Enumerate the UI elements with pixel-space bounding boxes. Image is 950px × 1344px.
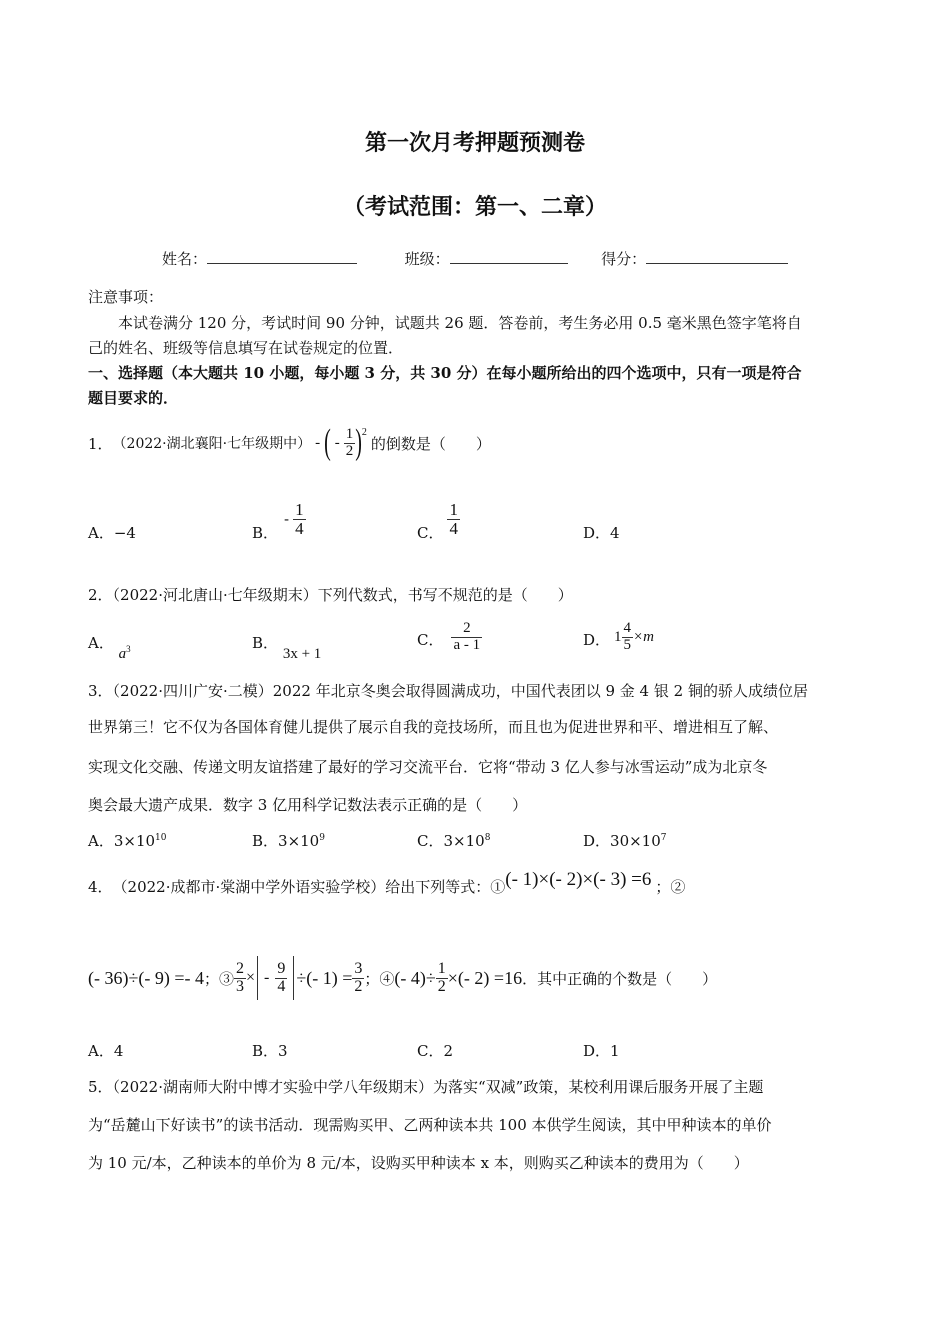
equation-3: $\frac{2}{3}$ × - $\frac{9}{4}$ ÷(- 1) = $\frac{3}{2}$ xyxy=(234,956,364,1000)
option-value: −4 xyxy=(113,524,136,542)
option-label: A． xyxy=(88,832,114,850)
option-label: B． xyxy=(252,1042,279,1060)
question-number: 2． xyxy=(88,586,113,604)
left-paren: ( xyxy=(324,422,331,462)
score-field[interactable] xyxy=(646,249,788,264)
option-value: 3x + 1 xyxy=(282,646,322,662)
option-fraction xyxy=(451,621,482,654)
question-4-line-1: 4． （2022·成都市·棠湖中学外语实验学校）给出下列等式：① (- 1)×(- 2)×(- 3) =6 ；② xyxy=(88,869,686,896)
question-5-line-1: 5．（2022·湖南师大附中博才实验中学八年级期末）为落实“双减”政策，某校利用课后服务开展了主题 xyxy=(88,1078,764,1096)
equation-1: (- 1)×(- 2)×(- 3) =6 xyxy=(505,869,652,890)
question-tail: 的倒数是（ ） xyxy=(370,434,491,453)
notice-line-1: 本试卷满分 120 分，考试时间 90 分钟，试题共 26 题．答卷前，考生务必用 0.5 毫米黑色签字笔将自 xyxy=(118,314,802,332)
option-label: D． xyxy=(583,524,611,542)
page-title: 第一次月考押题预测卷 xyxy=(364,130,585,156)
question-number: 1． xyxy=(88,434,113,453)
notice-heading: 注意事项： xyxy=(88,288,164,306)
question-text: （2022·河北唐山·七年级期末）下列代数式，书写不规范的是（ ） xyxy=(112,586,573,604)
option-fraction xyxy=(622,621,634,654)
question-3-line-3: 实现文化交融、传递文明友谊搭建了最好的学习交流平台．它将“带动 3 亿人参与冰雪运动”成为北京冬 xyxy=(88,758,768,776)
q1-option-d[interactable] xyxy=(583,522,620,543)
q1-option-a[interactable] xyxy=(88,522,136,543)
option-label: A． xyxy=(88,634,114,652)
option-label: C． xyxy=(417,1042,444,1060)
name-label: 姓名： xyxy=(162,250,208,268)
minus-sign: - xyxy=(315,434,321,451)
option-label: D． xyxy=(583,1042,611,1060)
q3-option-c[interactable]: C．$3\times 10^8$ xyxy=(417,832,491,850)
option-label: A． xyxy=(88,1042,114,1060)
option-value: 4 xyxy=(610,524,620,542)
q2-option-c[interactable] xyxy=(417,614,482,660)
numerator: 4 xyxy=(623,619,632,636)
question-number: 5． xyxy=(88,1078,113,1096)
question-3-line-1: 3．（2022·四川广安·二模）2022 年北京冬奥会取得圆满成功，中国代表团以 9 金 4 银 2 铜的骄人成绩位居 xyxy=(88,682,808,700)
q4-option-c[interactable]: C．2 xyxy=(417,1042,454,1060)
option-tail: ×m xyxy=(633,628,654,645)
option-label: C． xyxy=(417,832,444,850)
q2-option-d[interactable] xyxy=(583,614,654,660)
option-label: C． xyxy=(417,630,444,649)
denominator: a - 1 xyxy=(453,636,481,653)
info-line xyxy=(162,248,788,269)
denominator: 4 xyxy=(295,518,304,538)
q3-option-a[interactable]: A．$3\times 10^{10}$ xyxy=(88,832,167,850)
page-subtitle: （考试范围：第一、二章） xyxy=(342,194,607,220)
fraction xyxy=(344,427,356,460)
q4-option-a[interactable]: A．4 xyxy=(88,1042,124,1060)
q1-option-c[interactable] xyxy=(417,496,460,542)
numerator: 1 xyxy=(295,499,304,519)
question-3-line-4: 奥会最大遗产成果．数字 3 亿用科学记数法表示正确的是（ ） xyxy=(88,796,528,814)
numerator: 1 xyxy=(345,425,354,442)
denominator: 5 xyxy=(623,636,632,653)
option-label: B． xyxy=(252,634,279,652)
notice-line-2: 己的姓名、班级等信息填写在试卷规定的位置． xyxy=(88,339,404,357)
fraction: $\frac{3}{2}$ xyxy=(354,959,363,995)
mixed-number-whole: 1 xyxy=(614,628,622,645)
option-label: D． xyxy=(583,630,611,649)
q4-option-d[interactable]: D．1 xyxy=(583,1042,620,1060)
exponent: 2 xyxy=(361,426,367,438)
class-label: 班级： xyxy=(404,250,450,268)
q4-option-b[interactable]: B．3 xyxy=(252,1042,288,1060)
inner-minus: - xyxy=(334,434,340,451)
question-4-line-2: (- 36)÷(- 9) =- 4 ；③ $\frac{2}{3}$ × - $\frac{9}{4}$ ÷(- 1) = $\frac{3}{2}$ ；④ (- 4)÷ $\frac{1}{2}$ ×(- 2) =16 ．其中正确的个数是（ ） xyxy=(88,952,717,1004)
option-label: A． xyxy=(88,524,114,542)
question-1 xyxy=(88,418,491,468)
q2-option-b[interactable] xyxy=(252,632,321,663)
q1-option-b[interactable] xyxy=(252,496,306,542)
numerator: 2 xyxy=(463,619,471,636)
question-number: 4． xyxy=(88,877,113,896)
option-label: B． xyxy=(252,832,279,850)
section-heading-line-1: 一、选择题（本大题共 10 小题，每小题 3 分，共 30 分）在每小题所给出的四个选项中，只有一项是符合 xyxy=(88,364,802,382)
question-5-line-2: 为“岳麓山下好读书”的读书活动．现需购买甲、乙两种读本共 100 本供学生阅读，其中甲种读本的单价 xyxy=(88,1116,772,1134)
q3-option-b[interactable]: B．$3\times 10^9$ xyxy=(252,832,325,850)
question-2 xyxy=(88,584,573,605)
score-label: 得分： xyxy=(601,250,647,268)
equation-2: (- 36)÷(- 9) =- 4 xyxy=(88,967,204,988)
option-label: D． xyxy=(583,832,611,850)
fraction: $\frac{9}{4}$ xyxy=(277,959,286,995)
name-field[interactable] xyxy=(207,249,357,264)
option-minus: - xyxy=(284,510,290,528)
option-fraction xyxy=(447,501,460,538)
denominator: 2 xyxy=(345,442,354,459)
numerator: 1 xyxy=(449,499,458,519)
question-3-line-2: 世界第三！它不仅为各国体育健儿提供了展示自我的竞技场所，而且也为促进世界和平、增进相互了解、 xyxy=(88,718,779,736)
q2-option-a[interactable] xyxy=(88,632,131,663)
right-paren: ) xyxy=(355,422,362,462)
class-field[interactable] xyxy=(450,249,568,264)
option-label: C． xyxy=(417,523,444,542)
question-number: 3． xyxy=(88,682,113,700)
fraction: $\frac{1}{2}$ xyxy=(437,959,446,995)
equation-4: (- 4)÷ $\frac{1}{2}$ ×(- 2) =16 xyxy=(394,959,523,995)
math-expression xyxy=(315,422,367,462)
option-fraction xyxy=(293,501,306,538)
option-label: B． xyxy=(252,523,279,542)
q3-option-d[interactable]: D．$30\times 10^7$ xyxy=(583,832,667,850)
denominator: 4 xyxy=(449,518,458,538)
question-source: （2022·湖北襄阳·七年级期中） xyxy=(112,436,312,452)
section-heading-line-2: 题目要求的． xyxy=(88,389,179,407)
option-value: $a^3$ xyxy=(118,644,131,662)
fraction: $\frac{2}{3}$ xyxy=(236,959,245,995)
question-5-line-3: 为 10 元/本，乙种读本的单价为 8 元/本，设购买甲种读本 x 本，则购买乙种读本的费用为（ ） xyxy=(88,1154,749,1172)
